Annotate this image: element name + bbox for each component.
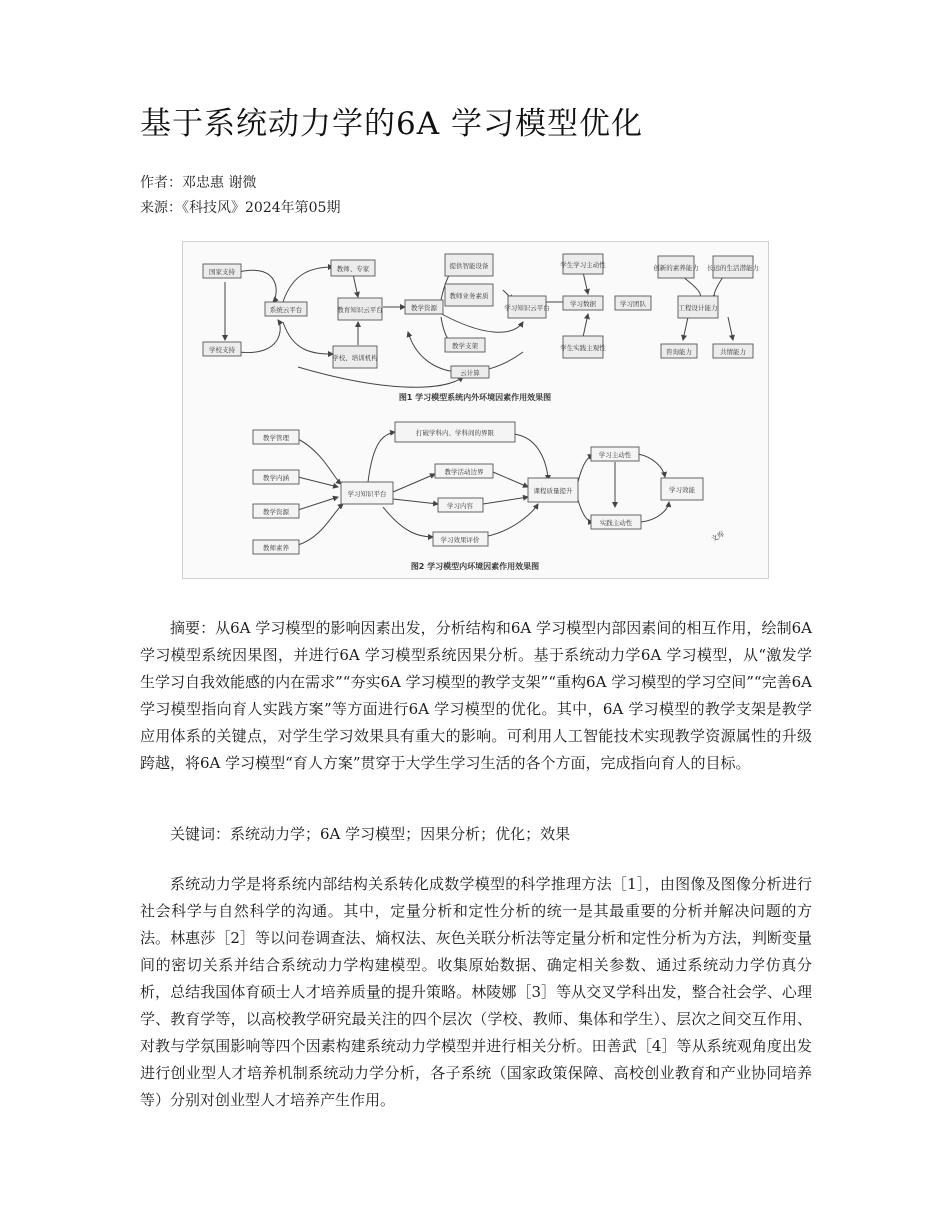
- fig2-node: 教学活动边界: [444, 468, 484, 476]
- fig1-node: 教师业务素质: [449, 292, 489, 300]
- body-paragraph: 系统动力学是将系统内部结构关系转化成数学模型的科学推理方法［1］，由图像及图像分析进行社会科学与自然科学的沟通。其中，定量分析和定性分析的统一是其最重要的分析并解决问题的方法。林惠莎［2］等以问卷调查法、熵权法、灰色关联分析法等定量分析和定性分析为方法，判断变量间的密切关系并结合系统动力学构建模型。收集原始数据、确定相关参数、通过系统动力学仿真分析，总结我国体育硕士人才培养质量的提升策略。林陵娜［3］等从交叉学科出发，整合社会学、心理学、教育学等，以高校教学研究最关注的四个层次（学校、教师、集体和学生）、层次之间交互作用、对教与学氛围影响等四个因素构建系统动力学模型并进行相关分析。田善武［4］等从系统观角度出发进行创业型人才培养机制系统动力学分析，各子系统（国家政策保障、高校创业教育和产业协同培养等）分别对创业型人才培养产生作用。: [140, 875, 812, 1109]
- fig1-node: 云计算: [460, 369, 480, 377]
- fig2-node: 教师素养: [263, 544, 289, 552]
- fig1-node: 学习数据: [570, 300, 596, 308]
- watermark: 文库: [710, 529, 727, 544]
- fig2-node: 学习效果评价: [440, 536, 480, 544]
- fig1-node: 长远的生活潜能力: [707, 264, 759, 272]
- author-line: 作者：邓忠惠 谢微: [140, 175, 257, 191]
- fig2-node: 打破学科内、学科间的界限: [416, 429, 494, 437]
- abstract-paragraph: 摘要：从6A 学习模型的影响因素出发，分析结构和6A 学习模型内部因素间的相互作用，绘制6A 学习模型系统因果图，并进行6A 学习模型系统因果分析。基于系统动力学6A 学习模型，从“激发学生学习自我效能感的内在需求”“夯实6A 学习模型的教学支架”“重构6A 学习模型的学习空间”“完善6A 学习模型指向育人实践方案”等方面进行6A 学习模型的优化。其中，6A 学习模型的教学支架是教学应用体系的关键点，对学生学习效果具有重大的影响。可利用人工智能技术实现教学资源属性的升级跨越，将6A 学习模型“育人方案”贯穿于大学生学习生活的各个方面，完成指向育人的目标。: [140, 619, 812, 772]
- fig2-node: 学习知识平台: [347, 490, 387, 498]
- fig1-node: 创新的素养能力: [653, 264, 699, 272]
- fig1-node: 学习团队: [620, 300, 646, 308]
- fig1-node: 教育知识云平台: [337, 306, 383, 314]
- fig1-node: 国家支持: [209, 268, 235, 276]
- fig2-node: 学习效能: [669, 486, 695, 494]
- fig1-node: 学校支持: [209, 346, 235, 354]
- fig2-caption: 图2 学习模型内环境因素作用效果图: [410, 562, 540, 571]
- fig2-node: 教学资源: [263, 508, 289, 516]
- figure-diagram: [183, 242, 768, 578]
- fig2-node: 课程质量提升: [533, 487, 573, 495]
- fig2-boxes: [253, 422, 703, 554]
- fig2-node: 教学管理: [263, 434, 289, 442]
- fig2-node: 教学内涵: [263, 474, 289, 482]
- fig1-node: 学生学习主动性: [560, 261, 606, 269]
- fig1-node: 学校、培训机构: [332, 354, 378, 362]
- fig1-boxes: [203, 254, 753, 378]
- fig1-node: 咨询能力: [666, 348, 692, 356]
- fig1-node: 教师、专家: [336, 265, 370, 273]
- fig2-node: 学习内容: [447, 502, 473, 510]
- fig1-node: 学生实践主观性: [560, 344, 606, 352]
- fig1-node: 提供智能设备: [449, 262, 489, 270]
- fig1-node: 学习知识云平台: [504, 304, 550, 312]
- fig1-caption: 图1 学习模型系统内外环境因素作用效果图: [398, 393, 552, 402]
- article-title: 基于系统动力学的6A 学习模型优化: [140, 106, 643, 142]
- fig1-node: 系统云平台: [269, 306, 303, 314]
- causal-loop-figure: [182, 241, 769, 579]
- fig2-node: 学习主动性: [598, 451, 632, 459]
- fig1-node: 教学支架: [452, 342, 478, 350]
- source-line: 来源：《科技风》2024年第05期: [140, 200, 341, 216]
- fig1-node: 教学资源: [411, 304, 437, 312]
- fig1-node: 工程设计能力: [678, 304, 718, 312]
- keywords-paragraph: 关键词：系统动力学；6A 学习模型；因果分析；优化；效果: [170, 825, 571, 843]
- fig2-node: 实践主动性: [599, 519, 633, 527]
- fig1-node: 共情能力: [720, 348, 746, 356]
